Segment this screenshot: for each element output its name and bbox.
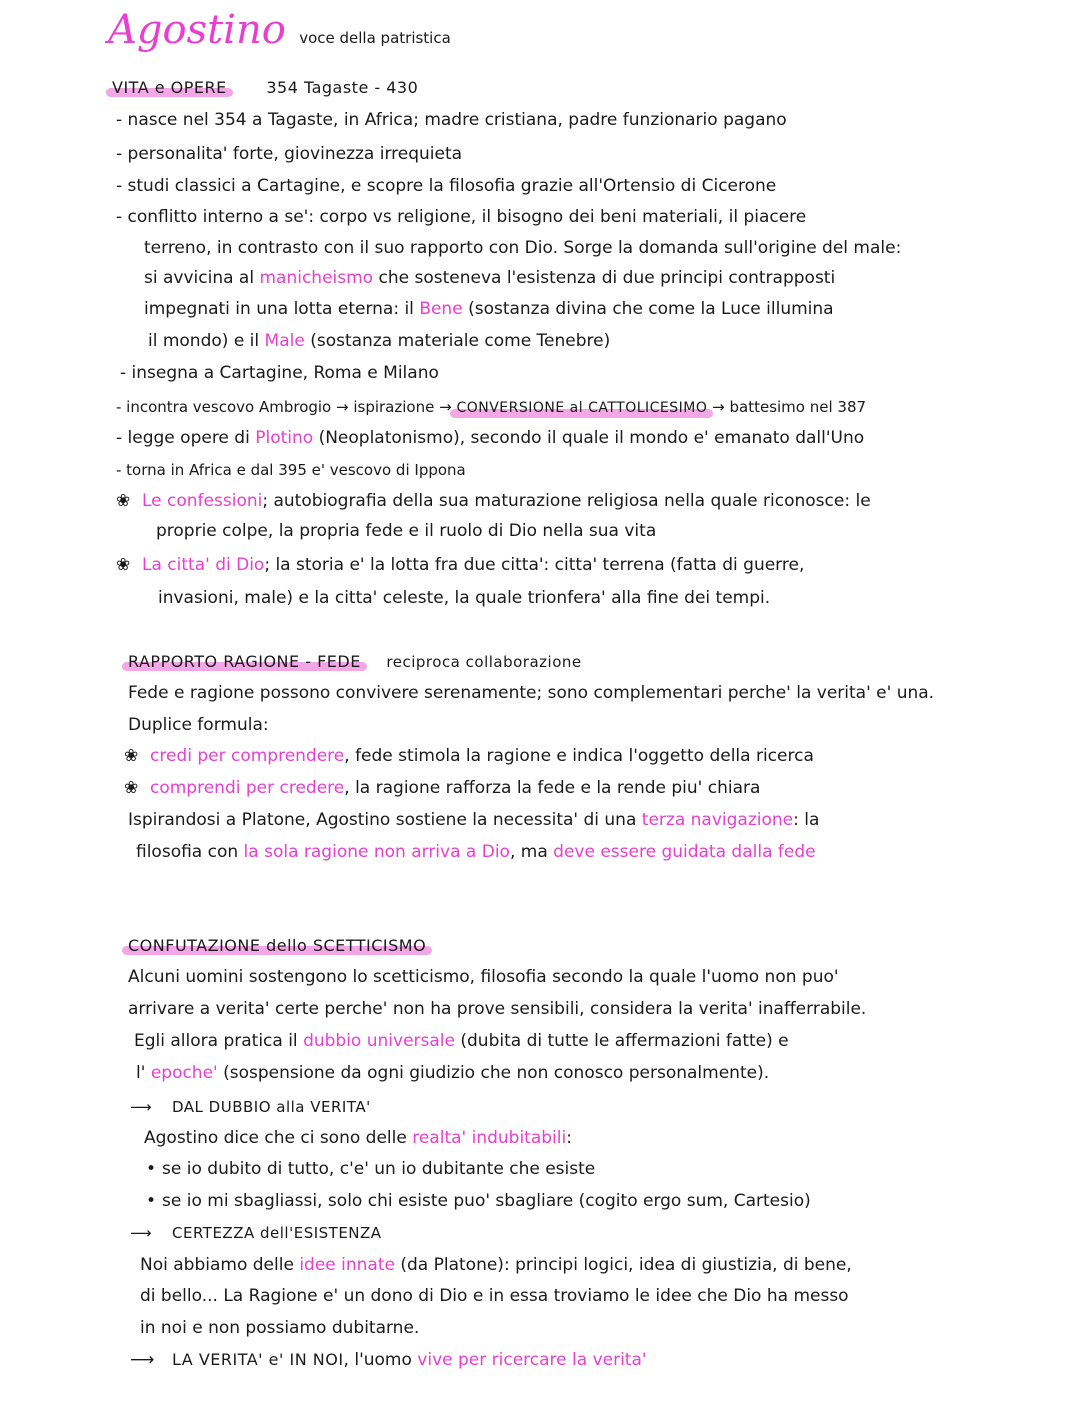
dot-bullet-icon: • (146, 1159, 157, 1179)
keyword: Plotino (255, 428, 314, 448)
title-note: voce della patristica (299, 29, 451, 47)
text-line (124, 776, 760, 800)
text-line (116, 395, 866, 420)
text-line: in noi e non possiamo dubitarne. (140, 1318, 420, 1338)
keyword: deve essere guidata dalla fede (553, 842, 816, 862)
text-line: invasioni, male) e la citta' celeste, la quale trionfera' alla fine dei tempi. (158, 588, 771, 608)
text-line (140, 1253, 852, 1277)
text-line (130, 1095, 371, 1119)
flower-bullet-icon: ❀ (124, 778, 139, 798)
text-span: si avvicina al (144, 268, 260, 288)
text-span: , ma (509, 842, 554, 862)
flower-bullet-icon: ❀ (116, 491, 131, 511)
keyword: dubbio universale (303, 1031, 455, 1051)
page-title-row (108, 7, 451, 53)
text-line: - conflitto interno a se': corpo vs religione, il bisogno dei beni materiali, il piacere (116, 207, 807, 227)
flower-bullet-icon: ❀ (116, 555, 131, 575)
text-line: di bello... La Ragione e' un dono di Dio e in essa troviamo le idee che Dio ha messo (140, 1286, 849, 1306)
text-span: ; la storia e' la lotta fra due citta': citta' terrena (fatta di guerre, (264, 555, 805, 575)
keyword: La citta' di Dio (142, 555, 265, 575)
text-span: (sostanza materiale come Tenebre) (304, 331, 611, 351)
text-line (146, 1189, 811, 1213)
section-heading-note: reciproca collaborazione (386, 653, 582, 671)
text-span: che sosteneva l'esistenza di due principi contrapposti (373, 268, 836, 288)
text-line: Fede e ragione possono convivere serenamente; sono complementari perche' la verita' e' una. (128, 683, 935, 703)
text-span: : la (793, 810, 820, 830)
section-fede-heading-row (128, 650, 582, 674)
text-span: - legge opere di (116, 428, 256, 448)
text-line (144, 1126, 572, 1150)
text-line: Alcuni uomini sostengono lo scetticismo, filosofia secondo la quale l'uomo non puo' (128, 967, 839, 987)
section-heading: VITA e OPERE (112, 78, 227, 97)
text-span: LA VERITA' e' IN NOI (172, 1350, 344, 1369)
text-span: Agostino dice che ci sono delle (144, 1128, 413, 1148)
keyword: CONVERSIONE al CATTOLICESIMO (456, 400, 708, 416)
text-line (144, 266, 835, 290)
text-line: - torna in Africa e dal 395 e' vescovo di Ippona (116, 461, 466, 479)
text-span: , l'uomo (343, 1350, 418, 1370)
text-span: (Neoplatonismo), secondo il quale il mondo e' emanato dall'Uno (313, 428, 865, 448)
text-span: - incontra vescovo Ambrogio → ispirazione → (116, 398, 457, 416)
text-span: → battesimo nel 387 (707, 398, 867, 416)
arrow-right-icon: ⟶ (130, 1350, 155, 1370)
text-span: impegnati in una lotta eterna: il (144, 299, 420, 319)
text-line (134, 1029, 789, 1053)
text-span: CERTEZZA dell'ESISTENZA (172, 1224, 382, 1242)
text-span: Noi abbiamo delle (140, 1255, 300, 1275)
text-line (136, 1061, 769, 1085)
text-line (148, 329, 610, 353)
dot-bullet-icon: • (146, 1191, 157, 1211)
keyword: credi per comprendere (150, 746, 345, 766)
text-line (130, 1221, 382, 1245)
text-line: - nasce nel 354 a Tagaste, in Africa; madre cristiana, padre funzionario pagano (116, 110, 787, 130)
section-vita-heading-row (112, 76, 418, 100)
text-line: terreno, in contrasto con il suo rapporto con Dio. Sorge la domanda sull'origine del male: (144, 238, 902, 258)
keyword: Male (264, 331, 305, 351)
text-line (146, 1157, 595, 1181)
keyword: comprendi per credere (150, 778, 345, 798)
text-line (144, 297, 834, 321)
keyword: Le confessioni (142, 491, 263, 511)
keyword: Bene (419, 299, 463, 319)
text-line (130, 1348, 647, 1372)
text-span: Egli allora pratica il (134, 1031, 304, 1051)
text-span: (sostanza divina che come la Luce illumina (462, 299, 834, 319)
text-span: (da Platone): principi logici, idea di giustizia, di bene, (394, 1255, 852, 1275)
text-span: l' (136, 1063, 151, 1083)
text-span: filosofia con (136, 842, 244, 862)
keyword: epoche' (150, 1063, 218, 1083)
text-span: il mondo) e il (148, 331, 265, 351)
text-line: arrivare a verita' certe perche' non ha prove sensibili, considera la verita' inafferrabile. (128, 999, 867, 1019)
arrow-right-icon: ⟶ (130, 1224, 153, 1242)
keyword: vive per ricercare la verita' (417, 1350, 647, 1370)
keyword: la sola ragione non arriva a Dio (243, 842, 510, 862)
section-scetticismo-heading-row (128, 934, 426, 958)
flower-bullet-icon: ❀ (124, 746, 139, 766)
keyword: terza navigazione (641, 810, 794, 830)
keyword: idee innate (299, 1255, 395, 1275)
text-line (128, 808, 819, 832)
text-span: DAL DUBBIO alla VERITA' (172, 1098, 371, 1116)
text-span: se io dubito di tutto, c'e' un io dubitante che esiste (162, 1159, 596, 1179)
text-span: (sospensione da ogni giudizio che non conosco personalmente). (217, 1063, 770, 1083)
text-span: (dubita di tutte le affermazioni fatte) e (454, 1031, 789, 1051)
text-line: proprie colpe, la propria fede e il ruolo di Dio nella sua vita (156, 521, 657, 541)
text-span: se io mi sbagliassi, solo chi esiste puo' sbagliare (cogito ergo sum, Cartesio) (162, 1191, 811, 1211)
text-line (116, 426, 864, 450)
section-heading-note: 354 Tagaste - 430 (266, 78, 419, 97)
text-line: Duplice formula: (128, 715, 269, 735)
text-span: : (566, 1128, 572, 1148)
text-span: , fede stimola la ragione e indica l'oggetto della ricerca (344, 746, 814, 766)
text-line (124, 744, 814, 768)
text-span: Ispirandosi a Platone, Agostino sostiene la necessita' di una (128, 810, 642, 830)
keyword: manicheismo (259, 268, 374, 288)
text-line (136, 840, 816, 864)
text-line (116, 489, 871, 513)
text-span: , la ragione rafforza la fede e la rende piu' chiara (344, 778, 761, 798)
text-line: - studi classici a Cartagine, e scopre la filosofia grazie all'Ortensio di Cicerone (116, 176, 777, 196)
section-heading: RAPPORTO RAGIONE - FEDE (128, 652, 361, 671)
text-line: - personalita' forte, giovinezza irrequieta (116, 144, 463, 164)
text-line: - insegna a Cartagine, Roma e Milano (120, 363, 439, 383)
section-heading: CONFUTAZIONE dello SCETTICISMO (128, 936, 427, 955)
text-line (116, 553, 804, 577)
arrow-right-icon: ⟶ (130, 1098, 153, 1116)
keyword: realta' indubitabili (412, 1128, 567, 1148)
text-span: ; autobiografia della sua maturazione religiosa nella quale riconosce: le (262, 491, 871, 511)
page-title: Agostino (108, 7, 286, 53)
